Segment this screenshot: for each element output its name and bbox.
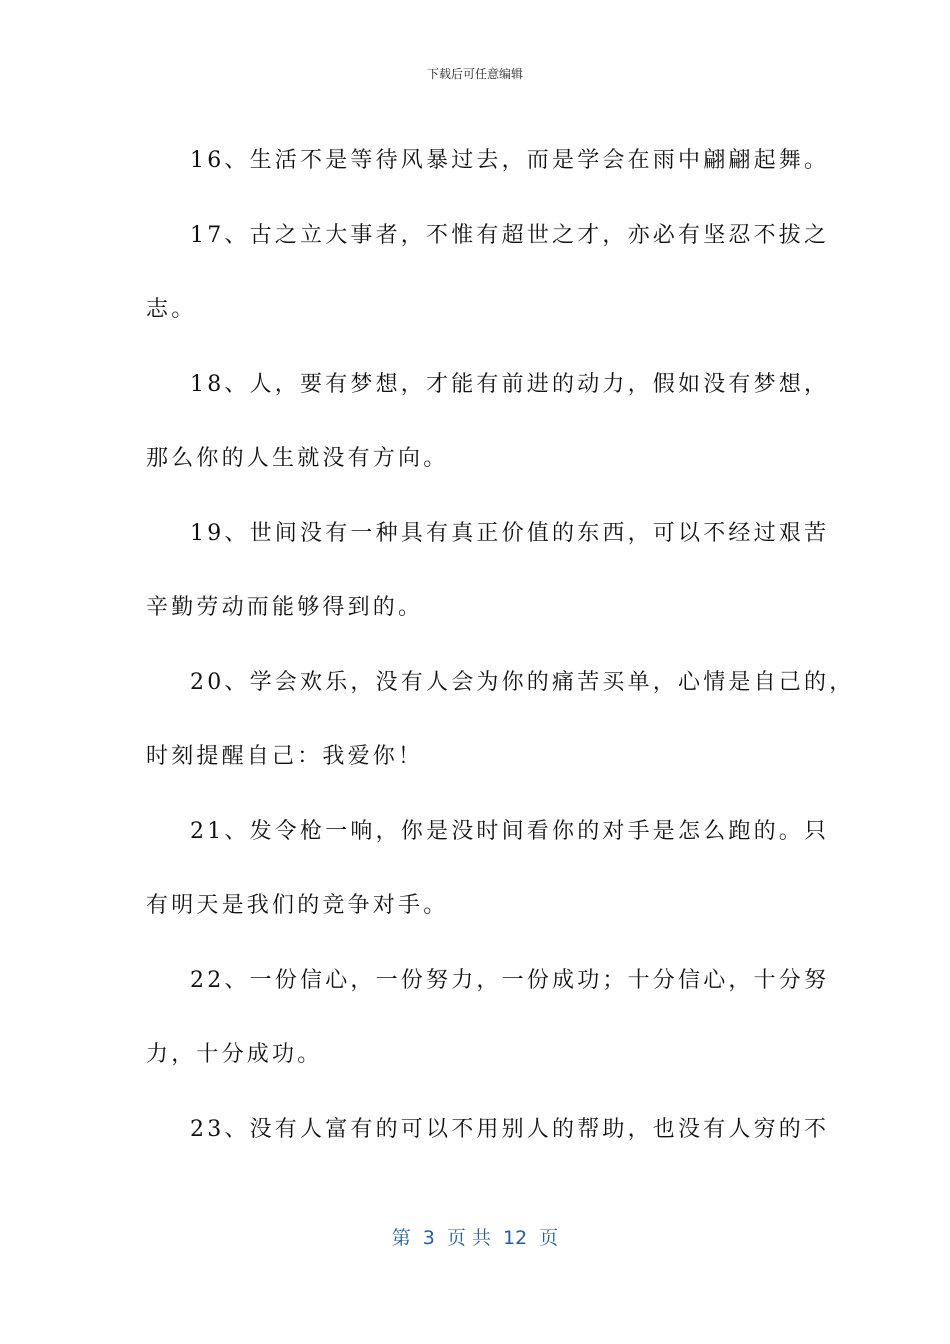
paragraph-line: 志。: [146, 297, 197, 322]
paragraph-17: [146, 199, 830, 348]
paragraph-line: 19、世间没有一种具有真正价值的东西，可以不经过艰苦: [190, 520, 830, 546]
paragraph-line: 有明天是我们的竞争对手。: [146, 893, 449, 918]
document-body: [146, 124, 855, 1167]
page-number-footer: 第 3 页 共 12 页: [391, 1227, 559, 1249]
paragraph-21: [146, 795, 830, 944]
paragraph-line: 辛勤劳动而能够得到的。: [146, 595, 424, 620]
paragraph-line: 那么你的人生就没有方向。: [146, 446, 449, 471]
paragraph-line: 力，十分成功。: [146, 1042, 323, 1067]
paragraph-line: 16、生活不是等待风暴过去，而是学会在雨中翩翩起舞。: [190, 148, 830, 173]
paragraph-18: [146, 348, 830, 497]
paragraph-19: [146, 497, 830, 646]
paragraph-line: 22、一份信心，一份努力，一份成功；十分信心，十分努: [190, 967, 830, 993]
paragraph-23: [146, 1093, 830, 1168]
paragraph-line: 时刻提醒自己：我爱你！: [146, 744, 424, 769]
paragraph-line: 21、发令枪一响，你是没时间看你的对手是怎么跑的。只: [190, 818, 830, 844]
paragraph-22: [146, 944, 830, 1093]
page-header: 下载后可任意编辑: [426, 67, 523, 81]
paragraph-line: 18、人，要有梦想，才能有前进的动力，假如没有梦想，: [190, 371, 830, 397]
paragraph-line: 23、没有人富有的可以不用别人的帮助，也没有人穷的不: [190, 1116, 830, 1142]
paragraph-20: [146, 646, 855, 795]
paragraph-line: 20、学会欢乐，没有人会为你的痛苦买单，心情是自己的，: [190, 669, 855, 695]
paragraph-16: [146, 124, 830, 199]
paragraph-line: 17、古之立大事者，不惟有超世之才，亦必有坚忍不拔之: [190, 222, 830, 248]
